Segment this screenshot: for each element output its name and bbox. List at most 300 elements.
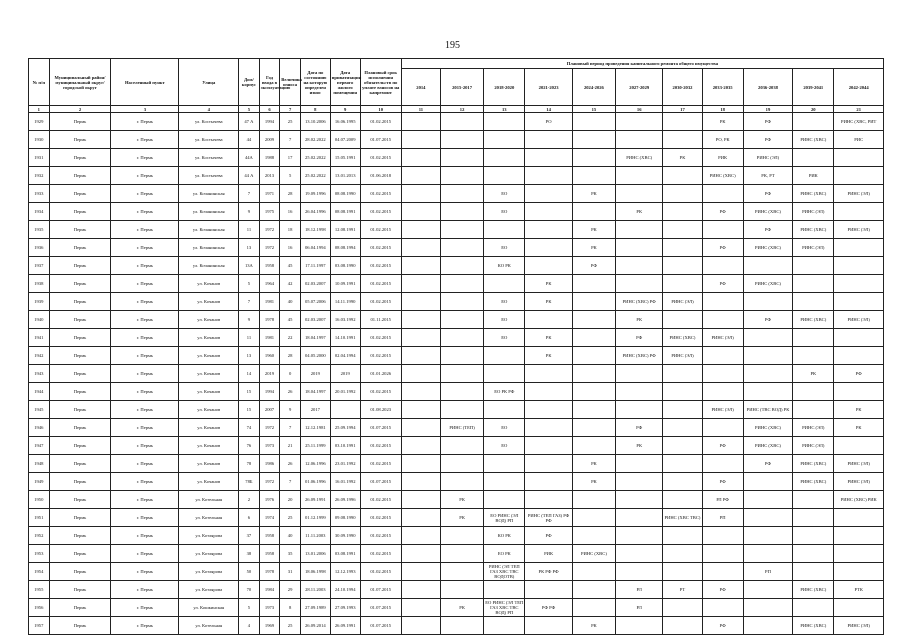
cell-plan-2027-2029 xyxy=(616,563,663,581)
cell-row-number: 1943 xyxy=(29,365,50,383)
cell-plan-2027-2029 xyxy=(616,383,663,401)
cell-district: Пермь xyxy=(49,401,111,419)
cell-wear-date: 05.07.2006 xyxy=(300,293,330,311)
cell-privatization-date: 04.07.2009 xyxy=(330,131,360,149)
cell-plan-2030-2032: РК xyxy=(663,149,702,167)
cell-row-number: 1945 xyxy=(29,401,50,419)
cell-payment-deadline: 01.02.2015 xyxy=(360,563,401,581)
cell-plan-2018-2020: ЕО РИНС (ЭЛ ВОД) РП xyxy=(484,509,525,527)
cell-plan-2042-2044 xyxy=(834,347,884,365)
cell-privatization-date: 08.08.1991 xyxy=(330,203,360,221)
cell-plan-2015-2017 xyxy=(440,383,483,401)
cell-plan-2039-2041 xyxy=(793,545,834,563)
cell-plan-2014 xyxy=(401,311,440,329)
cell-plan-2014 xyxy=(401,221,440,239)
col-header-district: Муниципальный район/ муниципальный округ/городской округ xyxy=(49,59,111,106)
cell-payment-deadline: 01.02.2015 xyxy=(360,527,401,545)
cell-privatization-date: 14.10.1991 xyxy=(330,329,360,347)
cell-plan-2042-2044 xyxy=(834,509,884,527)
cell-plan-2027-2029 xyxy=(616,365,663,383)
cell-house: 5 xyxy=(239,599,260,617)
col-header-wear-date: Дата по состоянию на которую определен износ xyxy=(300,59,330,106)
cell-settlement: г. Пермь xyxy=(111,185,179,203)
cell-plan-2027-2029 xyxy=(616,257,663,275)
cell-payment-deadline: 01.08.2023 xyxy=(360,401,401,419)
cell-plan-2024-2026 xyxy=(572,599,615,617)
cell-privatization-date: 03.08.1990 xyxy=(330,257,360,275)
cell-plan-2021-2023: РК xyxy=(525,347,572,365)
table-row xyxy=(29,275,884,293)
cell-wear-date: 18.04.1997 xyxy=(300,383,330,401)
cell-plan-2027-2029: РФ xyxy=(616,419,663,437)
capital-repair-table xyxy=(28,58,884,635)
cell-plan-2021-2023 xyxy=(525,221,572,239)
cell-plan-2027-2029: РИНС (ХВС) xyxy=(616,149,663,167)
cell-year-built: 2019 xyxy=(259,365,280,383)
cell-wear-percent: 25 xyxy=(280,113,301,131)
cell-plan-2021-2023 xyxy=(525,149,572,167)
cell-plan-2015-2017 xyxy=(440,365,483,383)
cell-plan-2021-2023: РК РФ РФ xyxy=(525,563,572,581)
cell-settlement: г. Пермь xyxy=(111,131,179,149)
cell-house: 11 xyxy=(239,221,260,239)
cell-plan-2015-2017 xyxy=(440,239,483,257)
cell-plan-2036-2038: РФ xyxy=(743,185,792,203)
cell-district: Пермь xyxy=(49,131,111,149)
cell-plan-2021-2023: РК xyxy=(525,275,572,293)
cell-wear-date: 02.03.2007 xyxy=(300,275,330,293)
cell-privatization-date: 12.12.1993 xyxy=(330,563,360,581)
cell-plan-2024-2026 xyxy=(572,113,615,131)
cell-plan-2042-2044 xyxy=(834,437,884,455)
cell-district: Пермь xyxy=(49,167,111,185)
cell-plan-2033-2035: РЛ РФ xyxy=(702,491,743,509)
cell-year-built: 1972 xyxy=(259,239,280,257)
cell-plan-2027-2029: РИНС (ХВС) РФ xyxy=(616,293,663,311)
cell-plan-2024-2026 xyxy=(572,311,615,329)
cell-settlement: г. Пермь xyxy=(111,617,179,635)
cell-privatization-date: 16.03.1992 xyxy=(330,311,360,329)
table-row xyxy=(29,113,884,131)
cell-plan-2021-2023 xyxy=(525,203,572,221)
cell-plan-2042-2044: РИНС (ХВС) РИК xyxy=(834,491,884,509)
cell-plan-2018-2020 xyxy=(484,347,525,365)
cell-plan-2024-2026 xyxy=(572,347,615,365)
cell-plan-2030-2032 xyxy=(663,419,702,437)
cell-street: ул. Кочанов xyxy=(179,365,239,383)
cell-plan-2036-2038 xyxy=(743,329,792,347)
cell-plan-2039-2041: РИНС (ХВС) xyxy=(793,581,834,599)
cell-plan-2039-2041 xyxy=(793,149,834,167)
cell-plan-2024-2026 xyxy=(572,509,615,527)
cell-street: ул. Кочанов xyxy=(179,401,239,419)
cell-year-built: 1981 xyxy=(259,329,280,347)
cell-plan-2014 xyxy=(401,113,440,131)
cell-house: 13А xyxy=(239,257,260,275)
cell-plan-2036-2038: РИНС (ХВС) xyxy=(743,419,792,437)
col-header-settlement: Населенный пункт xyxy=(111,59,179,106)
cell-year-built: 1958 xyxy=(259,527,280,545)
cell-plan-2027-2029 xyxy=(616,455,663,473)
cell-plan-2033-2035: РФ xyxy=(702,581,743,599)
cell-plan-2030-2032 xyxy=(663,473,702,491)
cell-settlement: г. Пермь xyxy=(111,563,179,581)
cell-house: 50 xyxy=(239,563,260,581)
cell-house: 78 xyxy=(239,455,260,473)
cell-payment-deadline: 01.02.2015 xyxy=(360,275,401,293)
cell-year-built: 1976 xyxy=(259,491,280,509)
cell-plan-2014 xyxy=(401,617,440,635)
cell-plan-2042-2044: РИНС (ЭЛ) xyxy=(834,185,884,203)
cell-plan-2042-2044: РИНС (ХВС, РИТ xyxy=(834,113,884,131)
column-number-cell: 7 xyxy=(280,106,301,113)
cell-plan-2024-2026 xyxy=(572,365,615,383)
column-number-cell: 15 xyxy=(572,106,615,113)
cell-plan-2015-2017 xyxy=(440,473,483,491)
column-number-cell: 17 xyxy=(663,106,702,113)
cell-street: ул. Кочанинская xyxy=(179,221,239,239)
cell-plan-2015-2017 xyxy=(440,221,483,239)
cell-year-built: 1981 xyxy=(259,293,280,311)
table-row xyxy=(29,167,884,185)
cell-plan-2018-2020 xyxy=(484,149,525,167)
cell-plan-2027-2029 xyxy=(616,167,663,185)
cell-plan-2042-2044 xyxy=(834,149,884,167)
cell-payment-deadline: 01.02.2015 xyxy=(360,545,401,563)
cell-house: 37 xyxy=(239,527,260,545)
cell-plan-2014 xyxy=(401,437,440,455)
cell-wear-percent: 21 xyxy=(280,437,301,455)
cell-plan-2021-2023: РИНС (ТЕП ГАЗ) РФ РФ xyxy=(525,509,572,527)
cell-row-number: 1953 xyxy=(29,545,50,563)
cell-house: 2 xyxy=(239,491,260,509)
cell-year-built: 1978 xyxy=(259,311,280,329)
cell-plan-2039-2041: РИНС (ХВС) xyxy=(793,617,834,635)
table-row xyxy=(29,527,884,545)
cell-payment-deadline: 01.02.2015 xyxy=(360,221,401,239)
cell-plan-2030-2032 xyxy=(663,275,702,293)
cell-year-built: 1978 xyxy=(259,563,280,581)
cell-plan-2018-2020: КО РК xyxy=(484,257,525,275)
cell-payment-deadline: 01.02.2015 xyxy=(360,437,401,455)
cell-plan-2021-2023 xyxy=(525,131,572,149)
cell-house: 44А xyxy=(239,149,260,167)
cell-street: ул. Кочанов xyxy=(179,275,239,293)
cell-plan-2030-2032 xyxy=(663,203,702,221)
cell-plan-2027-2029: РК xyxy=(616,203,663,221)
cell-plan-2021-2023 xyxy=(525,401,572,419)
cell-wear-percent: 40 xyxy=(280,293,301,311)
cell-district: Пермь xyxy=(49,527,111,545)
col-header-wear: Величина износа xyxy=(280,59,301,106)
cell-plan-2036-2038 xyxy=(743,527,792,545)
cell-district: Пермь xyxy=(49,455,111,473)
cell-wear-date: 25.02.2022 xyxy=(300,167,330,185)
cell-privatization-date: 27.09.1993 xyxy=(330,599,360,617)
table-row xyxy=(29,311,884,329)
col-header-period: 2018-2020 xyxy=(484,69,525,106)
cell-settlement: г. Пермь xyxy=(111,311,179,329)
cell-plan-2042-2044 xyxy=(834,563,884,581)
col-header-plan-group: Плановый период проведения капитального ремонта общего имущества xyxy=(401,59,883,69)
cell-street: ул. Кочанов xyxy=(179,311,239,329)
cell-street: ул. Кочанов xyxy=(179,473,239,491)
cell-row-number: 1949 xyxy=(29,473,50,491)
cell-plan-2033-2035 xyxy=(702,257,743,275)
cell-wear-date: 12.06.1996 xyxy=(300,455,330,473)
cell-plan-2015-2017: РК xyxy=(440,509,483,527)
cell-plan-2021-2023 xyxy=(525,311,572,329)
cell-plan-2018-2020: ЕО xyxy=(484,185,525,203)
cell-payment-deadline: 01.02.2015 xyxy=(360,329,401,347)
cell-payment-deadline: 01.02.2015 xyxy=(360,293,401,311)
cell-plan-2042-2044: РК xyxy=(834,401,884,419)
cell-district: Пермь xyxy=(49,509,111,527)
cell-wear-percent: 20 xyxy=(280,491,301,509)
cell-wear-date: 19.09.1996 xyxy=(300,185,330,203)
cell-street: ул. Кочанов xyxy=(179,437,239,455)
table-row xyxy=(29,563,884,581)
cell-wear-date: 28.11.2003 xyxy=(300,581,330,599)
cell-plan-2014 xyxy=(401,473,440,491)
cell-wear-percent: 7 xyxy=(280,131,301,149)
cell-year-built: 1994 xyxy=(259,113,280,131)
table-row xyxy=(29,545,884,563)
cell-plan-2036-2038 xyxy=(743,599,792,617)
cell-plan-2024-2026: РК xyxy=(572,239,615,257)
cell-plan-2042-2044 xyxy=(834,545,884,563)
cell-plan-2014 xyxy=(401,257,440,275)
cell-plan-2021-2023 xyxy=(525,383,572,401)
table-row xyxy=(29,401,884,419)
cell-plan-2036-2038: РИНС (ХВС) xyxy=(743,437,792,455)
cell-privatization-date: 10.09.1991 xyxy=(330,275,360,293)
cell-wear-date: 13.01.2006 xyxy=(300,545,330,563)
cell-plan-2014 xyxy=(401,491,440,509)
cell-plan-2024-2026: РК xyxy=(572,455,615,473)
cell-plan-2042-2044 xyxy=(834,599,884,617)
cell-plan-2042-2044 xyxy=(834,167,884,185)
cell-plan-2036-2038: РФ xyxy=(743,455,792,473)
cell-row-number: 1956 xyxy=(29,599,50,617)
cell-street: ул. Костычева xyxy=(179,131,239,149)
cell-plan-2014 xyxy=(401,401,440,419)
cell-house: 4 xyxy=(239,617,260,635)
cell-street: ул. Котельная xyxy=(179,491,239,509)
cell-privatization-date: 16.06.1995 xyxy=(330,113,360,131)
cell-plan-2030-2032 xyxy=(663,221,702,239)
cell-wear-date: 26.09.2014 xyxy=(300,617,330,635)
cell-plan-2015-2017: РИНС (ТЕП) xyxy=(440,419,483,437)
column-number-cell: 11 xyxy=(401,106,440,113)
cell-wear-percent: 9 xyxy=(280,401,301,419)
cell-plan-2033-2035 xyxy=(702,311,743,329)
cell-district: Пермь xyxy=(49,347,111,365)
cell-plan-2018-2020 xyxy=(484,401,525,419)
cell-wear-percent: 35 xyxy=(280,545,301,563)
cell-row-number: 1939 xyxy=(29,293,50,311)
cell-settlement: г. Пермь xyxy=(111,113,179,131)
cell-wear-percent: 31 xyxy=(280,563,301,581)
cell-plan-2027-2029: РЛ xyxy=(616,581,663,599)
cell-plan-2018-2020 xyxy=(484,473,525,491)
cell-street: ул. Костычева xyxy=(179,113,239,131)
table-row xyxy=(29,365,884,383)
cell-plan-2015-2017 xyxy=(440,437,483,455)
cell-plan-2039-2041 xyxy=(793,383,834,401)
cell-district: Пермь xyxy=(49,275,111,293)
cell-plan-2033-2035: РФ xyxy=(702,203,743,221)
cell-wear-percent: 7 xyxy=(280,473,301,491)
cell-plan-2018-2020: ЕО xyxy=(484,239,525,257)
cell-plan-2021-2023 xyxy=(525,239,572,257)
cell-plan-2018-2020: ЕО xyxy=(484,437,525,455)
cell-plan-2015-2017 xyxy=(440,113,483,131)
cell-plan-2021-2023 xyxy=(525,419,572,437)
cell-house: 14 xyxy=(239,365,260,383)
column-number-cell: 8 xyxy=(300,106,330,113)
cell-privatization-date: 15.05.1991 xyxy=(330,149,360,167)
cell-year-built: 1972 xyxy=(259,419,280,437)
cell-plan-2027-2029: РК xyxy=(616,311,663,329)
cell-plan-2015-2017 xyxy=(440,203,483,221)
cell-privatization-date: 25.09.1994 xyxy=(330,419,360,437)
cell-row-number: 1935 xyxy=(29,221,50,239)
cell-payment-deadline: 01.02.2015 xyxy=(360,239,401,257)
cell-privatization-date: 13.01.2013 xyxy=(330,167,360,185)
cell-plan-2030-2032: РИНС (ЭЛ) xyxy=(663,293,702,311)
col-header-period: 2015-2017 xyxy=(440,69,483,106)
cell-plan-2033-2035: РИК xyxy=(702,149,743,167)
cell-settlement: г. Пермь xyxy=(111,455,179,473)
table-row xyxy=(29,329,884,347)
cell-wear-percent: 45 xyxy=(280,311,301,329)
cell-wear-date: 18.12.1998 xyxy=(300,221,330,239)
cell-street: ул. Котлярова xyxy=(179,581,239,599)
cell-payment-deadline: 01.07.2015 xyxy=(360,473,401,491)
cell-district: Пермь xyxy=(49,437,111,455)
cell-year-built: 1971 xyxy=(259,185,280,203)
cell-plan-2033-2035: РП xyxy=(702,509,743,527)
cell-house: 44 xyxy=(239,131,260,149)
cell-plan-2024-2026: РИНС (ХВС) xyxy=(572,545,615,563)
column-number-cell: 20 xyxy=(793,106,834,113)
cell-plan-2036-2038: РИНС (ХВС) xyxy=(743,239,792,257)
cell-plan-2027-2029 xyxy=(616,275,663,293)
column-number-cell: 19 xyxy=(743,106,792,113)
cell-plan-2033-2035 xyxy=(702,527,743,545)
cell-plan-2015-2017 xyxy=(440,455,483,473)
cell-privatization-date: 03.10.1991 xyxy=(330,437,360,455)
cell-privatization-date: 08.08.1990 xyxy=(330,185,360,203)
cell-plan-2018-2020 xyxy=(484,581,525,599)
cell-district: Пермь xyxy=(49,365,111,383)
cell-plan-2036-2038: РФ xyxy=(743,221,792,239)
cell-row-number: 1947 xyxy=(29,437,50,455)
cell-row-number: 1948 xyxy=(29,455,50,473)
cell-plan-2015-2017 xyxy=(440,401,483,419)
cell-plan-2036-2038 xyxy=(743,257,792,275)
cell-plan-2027-2029 xyxy=(616,509,663,527)
cell-plan-2021-2023 xyxy=(525,437,572,455)
cell-plan-2021-2023 xyxy=(525,365,572,383)
cell-payment-deadline: 01.02.2015 xyxy=(360,113,401,131)
cell-plan-2014 xyxy=(401,131,440,149)
cell-plan-2030-2032 xyxy=(663,167,702,185)
cell-plan-2024-2026 xyxy=(572,563,615,581)
cell-plan-2042-2044 xyxy=(834,257,884,275)
col-header-house: Дом/ корпус xyxy=(239,59,260,106)
cell-plan-2021-2023 xyxy=(525,473,572,491)
cell-plan-2039-2041: РИНС (ХВС) xyxy=(793,185,834,203)
cell-wear-date: 17.11.1997 xyxy=(300,257,330,275)
cell-plan-2042-2044: РИНС (ЭЛ) xyxy=(834,617,884,635)
table-row xyxy=(29,491,884,509)
table-body xyxy=(29,106,884,635)
cell-privatization-date: 02.04.1994 xyxy=(330,347,360,365)
cell-plan-2015-2017 xyxy=(440,293,483,311)
table-row xyxy=(29,419,884,437)
cell-plan-2030-2032 xyxy=(663,437,702,455)
cell-plan-2039-2041 xyxy=(793,401,834,419)
cell-plan-2030-2032 xyxy=(663,401,702,419)
cell-settlement: г. Пермь xyxy=(111,419,179,437)
cell-year-built: 1972 xyxy=(259,473,280,491)
cell-plan-2014 xyxy=(401,581,440,599)
cell-row-number: 1937 xyxy=(29,257,50,275)
cell-plan-2027-2029 xyxy=(616,545,663,563)
cell-district: Пермь xyxy=(49,149,111,167)
cell-house: 70 xyxy=(239,581,260,599)
cell-plan-2039-2041 xyxy=(793,275,834,293)
column-number-cell: 14 xyxy=(525,106,572,113)
cell-row-number: 1930 xyxy=(29,131,50,149)
cell-plan-2039-2041: РК xyxy=(793,365,834,383)
cell-plan-2014 xyxy=(401,419,440,437)
cell-plan-2039-2041: РИНС (ХВС) xyxy=(793,131,834,149)
cell-plan-2018-2020 xyxy=(484,167,525,185)
table-row xyxy=(29,149,884,167)
cell-plan-2039-2041 xyxy=(793,509,834,527)
cell-settlement: г. Пермь xyxy=(111,599,179,617)
cell-district: Пермь xyxy=(49,293,111,311)
cell-plan-2033-2035: РК xyxy=(702,113,743,131)
cell-plan-2042-2044 xyxy=(834,275,884,293)
cell-plan-2015-2017: РК xyxy=(440,599,483,617)
col-header-year: Год ввода в эксплуатацию xyxy=(259,59,280,106)
cell-wear-percent: 45 xyxy=(280,257,301,275)
cell-privatization-date: 26.09.1996 xyxy=(330,491,360,509)
cell-house: 15 xyxy=(239,383,260,401)
cell-plan-2042-2044: РИНС (ЭЛ) xyxy=(834,311,884,329)
cell-plan-2021-2023: РО xyxy=(525,113,572,131)
cell-wear-percent: 26 xyxy=(280,455,301,473)
cell-plan-2039-2041 xyxy=(793,257,834,275)
cell-street: ул. Кочанинская xyxy=(179,257,239,275)
cell-row-number: 1940 xyxy=(29,311,50,329)
cell-plan-2030-2032 xyxy=(663,527,702,545)
cell-street: ул. Кочанов xyxy=(179,347,239,365)
cell-district: Пермь xyxy=(49,329,111,347)
cell-house: 13 xyxy=(239,239,260,257)
cell-wear-date: 01.06.1996 xyxy=(300,473,330,491)
cell-plan-2024-2026 xyxy=(572,491,615,509)
cell-street: ул. Котлярова xyxy=(179,563,239,581)
col-header-period: 2036-2038 xyxy=(743,69,792,106)
cell-plan-2030-2032 xyxy=(663,239,702,257)
cell-plan-2027-2029 xyxy=(616,473,663,491)
cell-plan-2027-2029 xyxy=(616,491,663,509)
